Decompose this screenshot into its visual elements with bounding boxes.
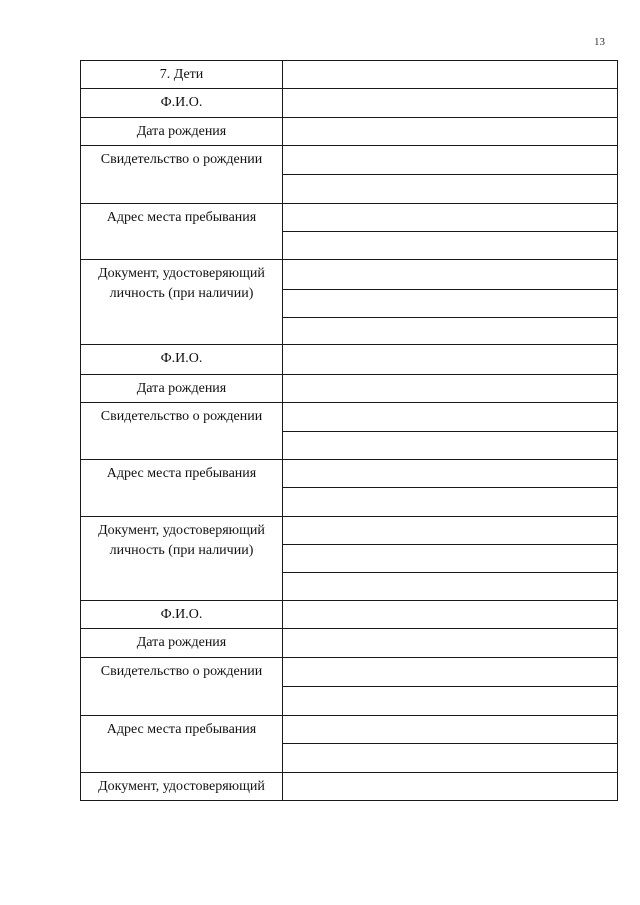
child-2-fio-row <box>81 345 618 375</box>
child-3-certificate-field-2[interactable] <box>283 687 618 716</box>
child-1-birth-date-row <box>81 118 618 146</box>
child-3-id-row <box>81 773 618 801</box>
child-1-certificate-label: Свидетельство о рождении <box>81 146 283 204</box>
child-1-certificate-field-1[interactable] <box>283 146 618 175</box>
child-3-residence-field-1[interactable] <box>283 716 618 744</box>
child-2-residence-field-2[interactable] <box>283 488 618 517</box>
child-3-birth-date-label: Дата рождения <box>81 629 283 658</box>
section-value-field[interactable] <box>283 61 618 89</box>
child-1-residence-field-2[interactable] <box>283 232 618 260</box>
child-2-id-field-1[interactable] <box>283 517 618 545</box>
page-number: 13 <box>594 36 605 48</box>
child-2-birth-date-row <box>81 375 618 403</box>
child-2-residence-label: Адрес места пребывания <box>81 460 283 517</box>
child-1-certificate-field-2[interactable] <box>283 175 618 204</box>
child-1-id-field-1[interactable] <box>283 260 618 290</box>
child-2-id-row <box>81 517 618 545</box>
section-row <box>81 61 618 89</box>
child-3-certificate-label: Свидетельство о рождении <box>81 658 283 716</box>
child-2-birth-date-field[interactable] <box>283 375 618 403</box>
child-3-fio-row <box>81 601 618 629</box>
child-3-residence-row <box>81 716 618 744</box>
child-2-certificate-row <box>81 403 618 432</box>
child-1-certificate-row <box>81 146 618 175</box>
child-1-id-field-2[interactable] <box>283 290 618 318</box>
child-2-id-label: Документ, удостоверяющий личность (при наличии) <box>81 517 283 601</box>
child-1-id-field-3[interactable] <box>283 318 618 345</box>
child-2-certificate-field-1[interactable] <box>283 403 618 432</box>
child-3-certificate-row <box>81 658 618 687</box>
child-3-id-field-1[interactable] <box>283 773 618 801</box>
child-2-id-field-3[interactable] <box>283 573 618 601</box>
child-3-id-label: Документ, удостоверяющий <box>81 773 283 801</box>
child-1-residence-label: Адрес места пребывания <box>81 204 283 260</box>
child-1-birth-date-field[interactable] <box>283 118 618 146</box>
child-1-residence-field-1[interactable] <box>283 204 618 232</box>
child-3-residence-label: Адрес места пребывания <box>81 716 283 773</box>
child-2-fio-label: Ф.И.О. <box>81 345 283 375</box>
child-3-residence-field-2[interactable] <box>283 744 618 773</box>
child-2-id-field-2[interactable] <box>283 545 618 573</box>
section-title: 7. Дети <box>81 61 283 89</box>
child-2-fio-field[interactable] <box>283 345 618 375</box>
child-1-residence-row <box>81 204 618 232</box>
child-3-fio-field[interactable] <box>283 601 618 629</box>
child-2-residence-field-1[interactable] <box>283 460 618 488</box>
child-3-fio-label: Ф.И.О. <box>81 601 283 629</box>
child-2-birth-date-label: Дата рождения <box>81 375 283 403</box>
child-2-certificate-field-2[interactable] <box>283 432 618 460</box>
child-3-certificate-field-1[interactable] <box>283 658 618 687</box>
child-2-certificate-label: Свидетельство о рождении <box>81 403 283 460</box>
children-form-table <box>80 60 618 801</box>
child-1-fio-label: Ф.И.О. <box>81 89 283 118</box>
child-1-birth-date-label: Дата рождения <box>81 118 283 146</box>
child-1-fio-field[interactable] <box>283 89 618 118</box>
child-3-birth-date-row <box>81 629 618 658</box>
child-1-id-label: Документ, удостоверяющий личность (при наличии) <box>81 260 283 345</box>
child-1-fio-row <box>81 89 618 118</box>
child-3-birth-date-field[interactable] <box>283 629 618 658</box>
child-1-id-row <box>81 260 618 290</box>
child-2-residence-row <box>81 460 618 488</box>
